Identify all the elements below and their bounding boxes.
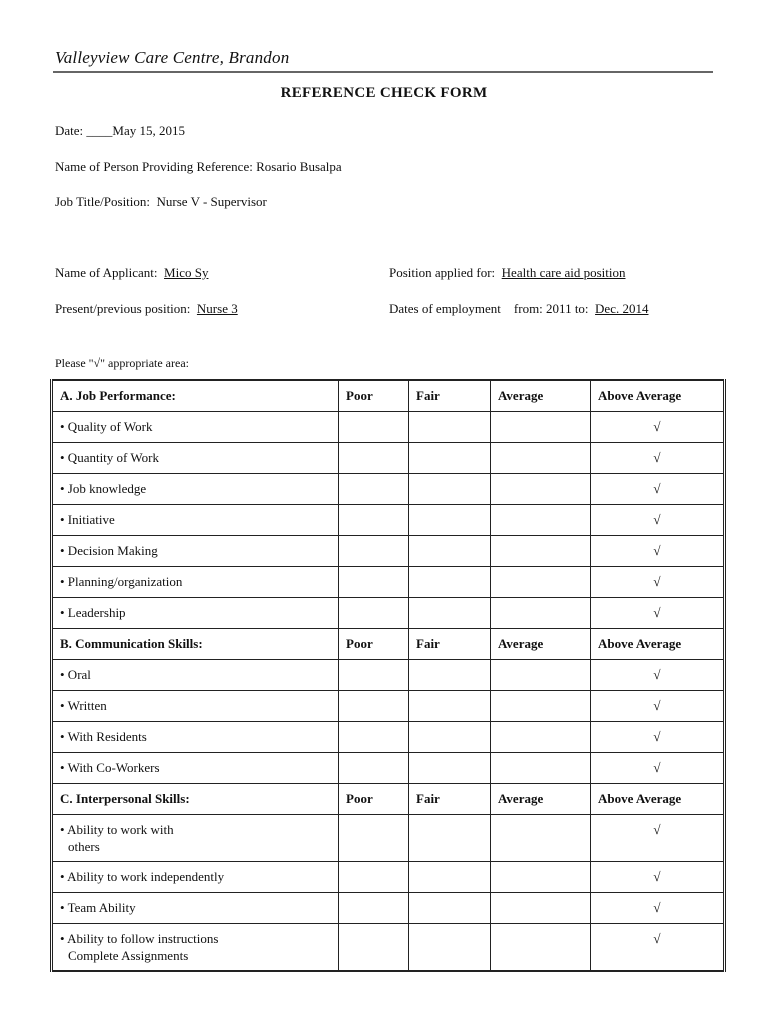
rating-cell-fair[interactable] <box>409 892 491 923</box>
criterion-label <box>52 566 339 597</box>
table-row <box>52 752 725 783</box>
criterion-text: • Ability to work independently <box>60 868 225 884</box>
check-mark-icon: √ <box>653 449 661 465</box>
prev-position-label: Present/previous position: <box>55 301 197 316</box>
check-mark-icon: √ <box>653 511 661 527</box>
date-label: Date: ____ <box>55 123 113 138</box>
rating-cell-average[interactable] <box>491 597 591 628</box>
check-mark-icon: √ <box>653 930 661 946</box>
check-mark-icon: √ <box>653 542 661 558</box>
column-header-average: Average <box>491 783 591 814</box>
table-row <box>52 411 725 442</box>
table-row <box>52 504 725 535</box>
rating-cell-poor[interactable] <box>339 814 409 861</box>
ratings-table-body <box>52 380 725 971</box>
employment-dates-line <box>389 301 648 317</box>
criterion-label <box>52 814 339 861</box>
criterion-text: • Oral <box>60 666 91 682</box>
criterion-text: • With Residents <box>60 728 147 744</box>
rating-cell-fair[interactable] <box>409 442 491 473</box>
criterion-label <box>52 923 339 971</box>
criterion-label <box>52 892 339 923</box>
rating-cell-above-average[interactable] <box>591 659 725 690</box>
column-header-poor: Poor <box>339 380 409 411</box>
letterhead: Valleyview Care Centre, Brandon <box>55 48 290 67</box>
rating-cell-average[interactable] <box>491 721 591 752</box>
rating-cell-above-average[interactable] <box>591 535 725 566</box>
table-row <box>52 473 725 504</box>
referee-line <box>55 159 342 175</box>
rating-cell-fair[interactable] <box>409 473 491 504</box>
section-header-row <box>52 380 725 411</box>
criterion-text-continued: others <box>68 838 100 854</box>
rating-cell-above-average[interactable] <box>591 442 725 473</box>
rating-cell-above-average[interactable] <box>591 566 725 597</box>
rating-cell-above-average[interactable] <box>591 814 725 861</box>
check-mark-icon: √ <box>653 821 661 837</box>
column-header-average: Average <box>491 380 591 411</box>
check-mark-icon: √ <box>653 728 661 744</box>
table-row <box>52 442 725 473</box>
rating-cell-average[interactable] <box>491 923 591 971</box>
rating-cell-fair[interactable] <box>409 721 491 752</box>
position-applied-value: Health care aid position <box>501 265 626 280</box>
rating-cell-poor[interactable] <box>339 861 409 892</box>
criterion-label <box>52 690 339 721</box>
rating-cell-poor[interactable] <box>339 659 409 690</box>
criterion-label <box>52 861 339 892</box>
rating-cell-average[interactable] <box>491 659 591 690</box>
applicant-value: Mico Sy <box>164 265 209 280</box>
rating-cell-poor[interactable] <box>339 535 409 566</box>
check-mark-icon: √ <box>653 604 661 620</box>
table-row <box>52 566 725 597</box>
rating-cell-above-average[interactable] <box>591 690 725 721</box>
rating-cell-fair[interactable] <box>409 861 491 892</box>
check-mark-icon: √ <box>653 573 661 589</box>
rating-cell-above-average[interactable] <box>591 721 725 752</box>
criterion-text: • Initiative <box>60 511 115 527</box>
rating-cell-average[interactable] <box>491 690 591 721</box>
rating-cell-fair[interactable] <box>409 752 491 783</box>
rating-cell-above-average[interactable] <box>591 752 725 783</box>
criterion-text: • Decision Making <box>60 542 158 558</box>
column-header-above-average: Above Average <box>591 783 725 814</box>
table-row <box>52 690 725 721</box>
rating-cell-average[interactable] <box>491 535 591 566</box>
criterion-text: • Written <box>60 697 107 713</box>
criterion-text: • Leadership <box>60 604 126 620</box>
rating-cell-average[interactable] <box>491 861 591 892</box>
rating-cell-fair[interactable] <box>409 690 491 721</box>
employment-dates-value: Dec. 2014 <box>595 301 649 316</box>
section-title: A. Job Performance: <box>52 380 339 411</box>
table-row <box>52 892 725 923</box>
column-header-fair: Fair <box>409 380 491 411</box>
criterion-label <box>52 411 339 442</box>
rating-cell-fair[interactable] <box>409 411 491 442</box>
criterion-text: • Ability to work with <box>60 821 174 837</box>
rating-cell-average[interactable] <box>491 504 591 535</box>
rating-cell-average[interactable] <box>491 752 591 783</box>
column-header-poor: Poor <box>339 628 409 659</box>
rating-cell-poor[interactable] <box>339 892 409 923</box>
check-mark-icon: √ <box>653 759 661 775</box>
check-mark-icon: √ <box>653 666 661 682</box>
section-title: B. Communication Skills: <box>52 628 339 659</box>
rating-cell-fair[interactable] <box>409 504 491 535</box>
rating-cell-average[interactable] <box>491 892 591 923</box>
position-applied-label: Position applied for: <box>389 265 502 280</box>
job-title-line <box>55 194 267 210</box>
column-header-poor: Poor <box>339 783 409 814</box>
criterion-label <box>52 473 339 504</box>
rating-cell-poor[interactable] <box>339 721 409 752</box>
applicant-line <box>55 265 208 281</box>
rating-cell-above-average[interactable] <box>591 892 725 923</box>
rating-cell-poor[interactable] <box>339 473 409 504</box>
criterion-text: • Team Ability <box>60 899 136 915</box>
rating-cell-poor[interactable] <box>339 690 409 721</box>
referee-label: Name of Person Providing Reference: <box>55 159 257 174</box>
rating-cell-above-average[interactable] <box>591 411 725 442</box>
table-row <box>52 721 725 752</box>
criterion-text-continued: Complete Assignments <box>68 947 189 963</box>
date-value: May 15, 2015 <box>112 123 185 138</box>
rating-cell-poor[interactable] <box>339 597 409 628</box>
ratings-table <box>50 379 726 972</box>
criterion-label <box>52 504 339 535</box>
rating-cell-average[interactable] <box>491 442 591 473</box>
rating-cell-above-average[interactable] <box>591 923 725 971</box>
column-header-fair: Fair <box>409 628 491 659</box>
date-line <box>55 123 185 139</box>
criterion-text: • Ability to follow instructions <box>60 930 219 946</box>
criterion-text: • Quality of Work <box>60 418 153 434</box>
rating-cell-poor[interactable] <box>339 923 409 971</box>
criterion-label <box>52 597 339 628</box>
check-mark-icon: √ <box>653 868 661 884</box>
column-header-average: Average <box>491 628 591 659</box>
rating-cell-poor[interactable] <box>339 752 409 783</box>
rating-cell-average[interactable] <box>491 566 591 597</box>
column-header-above-average: Above Average <box>591 380 725 411</box>
rating-cell-poor[interactable] <box>339 566 409 597</box>
prev-position-value: Nurse 3 <box>196 301 238 316</box>
rating-cell-above-average[interactable] <box>591 473 725 504</box>
criterion-text: • Job knowledge <box>60 480 147 496</box>
job-title-label: Job Title/Position: <box>55 194 157 209</box>
check-mark-icon: √ <box>653 697 661 713</box>
rating-cell-average[interactable] <box>491 411 591 442</box>
rating-cell-above-average[interactable] <box>591 861 725 892</box>
rating-cell-fair[interactable] <box>409 814 491 861</box>
letterhead-rule <box>53 71 713 73</box>
criterion-text: • Quantity of Work <box>60 449 159 465</box>
check-mark-icon: √ <box>653 480 661 496</box>
section-header-row <box>52 628 725 659</box>
table-row <box>52 814 725 861</box>
rating-cell-average[interactable] <box>491 473 591 504</box>
criterion-label <box>52 752 339 783</box>
criterion-label <box>52 721 339 752</box>
employment-dates-label: Dates of employment from: 2011 to: <box>389 301 596 316</box>
applicant-label: Name of Applicant: <box>55 265 165 280</box>
position-applied-line <box>389 265 626 281</box>
column-header-fair: Fair <box>409 783 491 814</box>
instruction-text: Please "√" appropriate area: <box>55 356 189 370</box>
table-row <box>52 923 725 971</box>
rating-cell-fair[interactable] <box>409 597 491 628</box>
criterion-text: • Planning/organization <box>60 573 183 589</box>
rating-cell-above-average[interactable] <box>591 597 725 628</box>
rating-cell-poor[interactable] <box>339 411 409 442</box>
rating-cell-fair[interactable] <box>409 923 491 971</box>
table-row <box>52 659 725 690</box>
section-header-row <box>52 783 725 814</box>
rating-cell-fair[interactable] <box>409 535 491 566</box>
table-row <box>52 535 725 566</box>
form-title: REFERENCE CHECK FORM <box>280 85 488 101</box>
prev-position-line <box>55 301 238 317</box>
rating-cell-fair[interactable] <box>409 566 491 597</box>
rating-cell-poor[interactable] <box>339 442 409 473</box>
criterion-label <box>52 659 339 690</box>
rating-cell-average[interactable] <box>491 814 591 861</box>
criterion-label <box>52 535 339 566</box>
rating-cell-fair[interactable] <box>409 659 491 690</box>
check-mark-icon: √ <box>653 418 661 434</box>
criterion-text: • With Co-Workers <box>60 759 160 775</box>
referee-value: Rosario Busalpa <box>256 159 342 174</box>
job-title-value: Nurse V - Supervisor <box>156 194 267 209</box>
table-row <box>52 597 725 628</box>
rating-cell-above-average[interactable] <box>591 504 725 535</box>
section-title: C. Interpersonal Skills: <box>52 783 339 814</box>
criterion-label <box>52 442 339 473</box>
rating-cell-poor[interactable] <box>339 504 409 535</box>
table-row <box>52 861 725 892</box>
check-mark-icon: √ <box>653 899 661 915</box>
column-header-above-average: Above Average <box>591 628 725 659</box>
